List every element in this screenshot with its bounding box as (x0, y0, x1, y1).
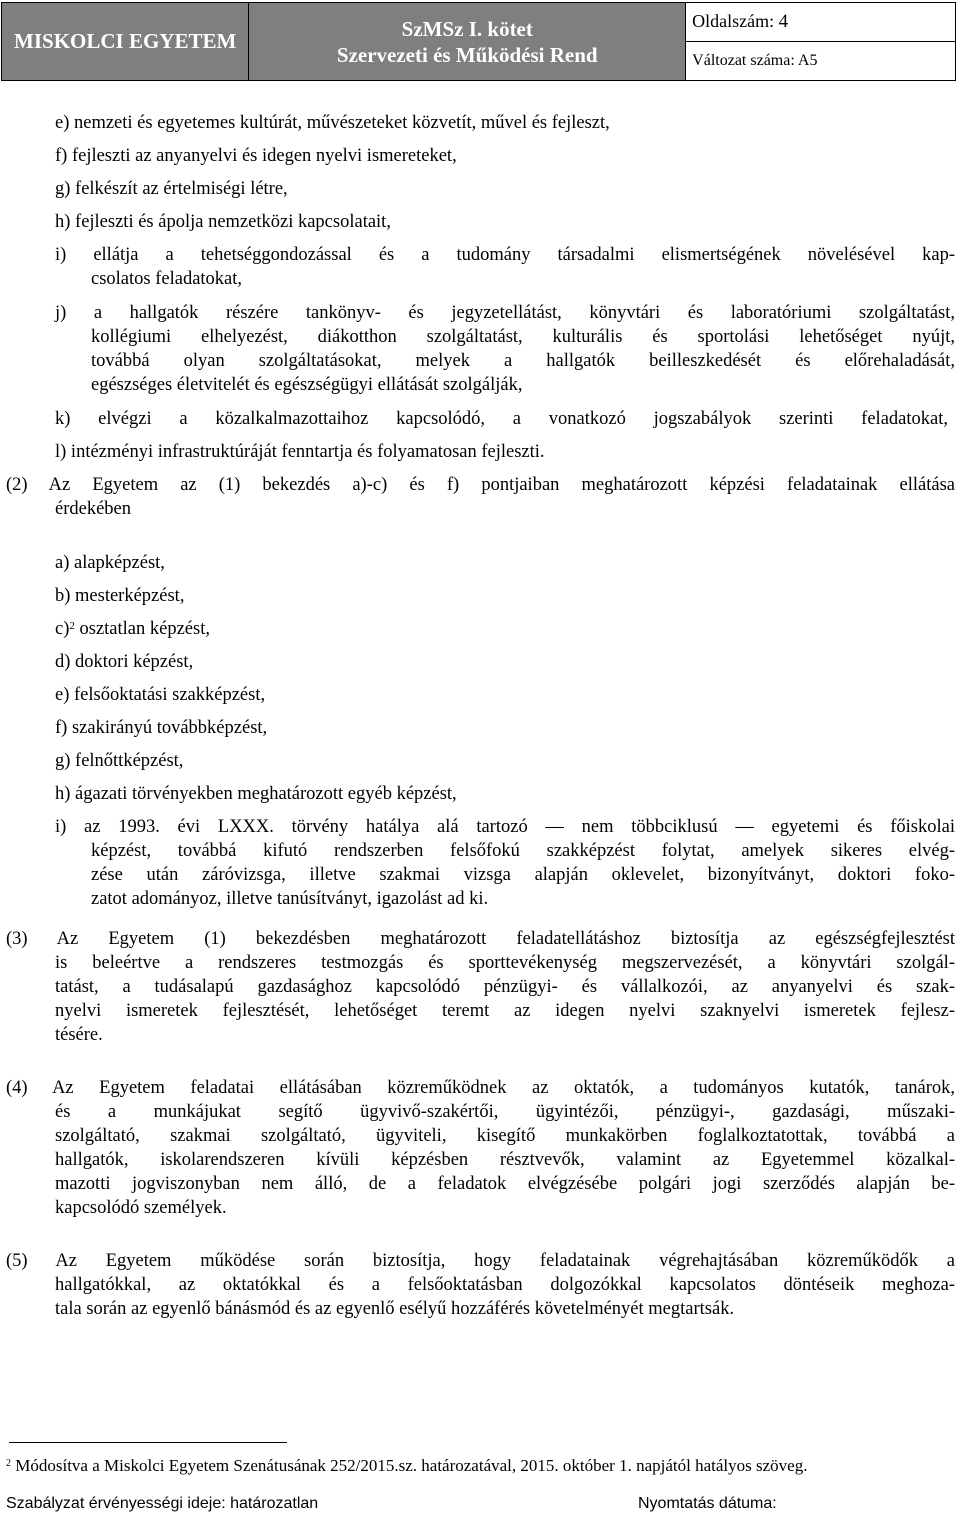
list-item-j: j) a hallgatók részére tankönyv- és jegyzetellátást, könyvtári és laboratóriumi szolgáltatást, (55, 303, 955, 323)
paragraph-3-cont1: is beleértve a rendszeres testmozgás és sporttevékenység megszervezését, a könyvtári szolgál- (55, 953, 955, 973)
list-item-f: f) fejleszti az anyanyelvi és idegen nyelvi ismereteket, (55, 146, 457, 166)
document-code: SzMSz I. kötet (401, 16, 533, 41)
list-item-j-cont2: továbbá olyan szolgáltatásokat, melyek a hallgatók beilleszkedését és előrehaladását, (91, 351, 955, 371)
paragraph-4: (4) Az Egyetem feladatai ellátásában közreműködnek az oktatók, a tudományos kutatók, tanárok, (6, 1078, 955, 1098)
list2-item-i: i) az 1993. évi LXXX. törvény hatálya alá tartozó — nem többciklusú — egyetemi és főiskolai (55, 817, 955, 837)
paragraph-3-cont2: tatást, a tudásalapú gazdasághoz kapcsolódó pénzügyi- és vállalkozói, az anyanyelvi és szak- (55, 977, 955, 997)
page-number-label: Oldalszám: (692, 11, 775, 31)
list2-item-c (55, 617, 210, 641)
institution-name: MISKOLCI EGYETEM (2, 3, 249, 81)
paragraph-3: (3) Az Egyetem (1) bekezdésben meghatározott feladatellátáshoz biztosítja az egészségfejlesztést (6, 929, 955, 949)
list2-item-i-cont2: zése után záróvizsga, illetve szakmai vizsga alapján oklevelet, bizonyítványt, doktori foko- (91, 865, 955, 885)
page-number-cell (686, 3, 956, 42)
list2-item-i-cont1: képzést, továbbá kifutó rendszerben felsőfokú szakképzést folytat, amelyek sikeres elvég- (91, 841, 955, 861)
version-label: Változat száma: (692, 52, 795, 69)
footnote-text: Módosítva a Miskolci Egyetem Szenátusának 252/2015.sz. határozatával, 2015. október 1. napjától hatályos szöveg. (11, 1456, 808, 1475)
paragraph-4-cont3: hallgatók, iskolarendszeren kívüli képzésben résztvevők, valamint az Egyetemmel közalkal- (55, 1150, 955, 1170)
list2-item-f: f) szakirányú továbbképzést, (55, 718, 268, 738)
list-item-k: k) elvégzi a közalkalmazottaihoz kapcsolódó, a vonatkozó jogszabályok szerinti feladatokat, (55, 409, 948, 429)
paragraph-2-cont: érdekében (55, 499, 132, 519)
paragraph-2: (2) Az Egyetem az (1) bekezdés a)-c) és f) pontjaiban meghatározott képzési feladatainak ellátása (6, 475, 955, 495)
page-number: 4 (778, 11, 789, 32)
list-item-g: g) felkészít az értelmiségi létre, (55, 179, 288, 199)
paragraph-4-cont2: szolgáltató, szakmai szolgáltató, ügyviteli, kisegítő munkakörben foglalkoztatottak, továbbá a (55, 1126, 955, 1146)
paragraph-5-cont1: hallgatókkal, az oktatókkal és a felsőoktatásban dolgozókkal kapcsolatos döntéseik meghoza- (55, 1275, 955, 1295)
footer-print-date: Nyomtatás dátuma: (638, 1495, 777, 1512)
list2-item-h: h) ágazati törvényekben meghatározott egyéb képzést, (55, 784, 457, 804)
list2-item-c-text: osztatlan képzést, (74, 619, 210, 639)
paragraph-3-cont4: tésére. (55, 1025, 103, 1045)
footnote (6, 1455, 807, 1477)
footnote-reference[interactable]: 2 (69, 620, 75, 632)
list2-item-c-marker: c) (55, 619, 70, 639)
list-item-e: e) nemzeti és egyetemes kultúrát, művészeteket közvetít, művel és fejleszt, (55, 113, 610, 133)
list2-item-e: e) felsőoktatási szakképzést, (55, 685, 266, 705)
list-item-i: i) ellátja a tehetséggondozással és a tudomány társadalmi elismertségének növelésével kap- (55, 245, 955, 265)
version-cell (686, 42, 956, 81)
list2-item-d: d) doktori képzést, (55, 652, 194, 672)
footnote-divider (9, 1442, 287, 1443)
list-item-j-cont3: egészséges életvitelét és egészségügyi ellátását szolgálják, (91, 375, 523, 395)
paragraph-3-cont3: nyelvi ismeretek fejlesztését, lehetőséget teremt az idegen nyelvi szaknyelvi ismeretek fejlesz- (55, 1001, 955, 1021)
list-item-l: l) intézményi infrastruktúráját fenntartja és folyamatosan fejleszti. (55, 442, 545, 462)
document-title-cell (249, 3, 686, 81)
paragraph-4-cont1: és a munkájukat segítő ügyvivő-szakértői, ügyintézői, pénzügyi-, gazdasági, műszaki- (55, 1102, 955, 1122)
list2-item-b: b) mesterképzést, (55, 586, 185, 606)
document-title: Szervezeti és Működési Rend (336, 42, 598, 67)
paragraph-4-cont4: mazotti jogviszonyban nem álló, de a feladatok elvégzésébe polgári jogi szerződés alapján be- (55, 1174, 955, 1194)
list-item-h: h) fejleszti és ápolja nemzetközi kapcsolatait, (55, 212, 391, 232)
footnote-mark: 2 (6, 1458, 11, 1469)
list2-item-i-cont3: zatot adományoz, illetve tanúsítványt, igazolást ad ki. (91, 889, 489, 909)
list-item-j-cont1: kollégiumi elhelyezést, diákotthon szolgáltatást, kulturális és sportolási lehetőséget nyújt, (91, 327, 955, 347)
list2-item-a: a) alapképzést, (55, 553, 165, 573)
paragraph-5: (5) Az Egyetem működése során biztosítja, hogy feladatainak végrehajtásában közreműködők a (6, 1251, 955, 1271)
paragraph-5-cont2: tala során az egyenlő bánásmód és az egyenlő esélyű hozzáférés követelményét megtartsák. (55, 1299, 735, 1319)
version-number: A5 (797, 52, 818, 69)
paragraph-4-cont5: kapcsolódó személyek. (55, 1198, 227, 1218)
footer-validity: Szabályzat érvényességi ideje: határozatlan (6, 1495, 319, 1512)
list2-item-g: g) felnőttképzést, (55, 751, 184, 771)
page-header (1, 2, 956, 81)
list-item-i-cont: csolatos feladatokat, (91, 269, 243, 289)
